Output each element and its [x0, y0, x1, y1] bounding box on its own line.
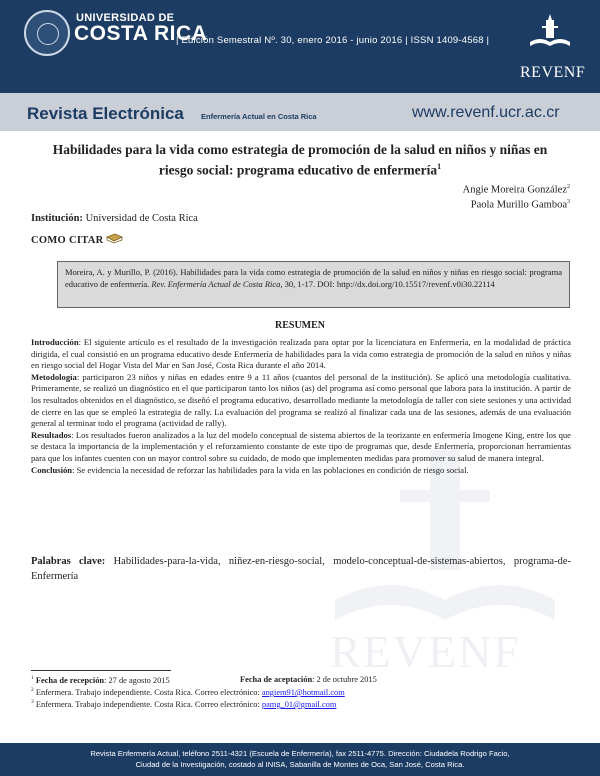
author-1-email-link[interactable]: angiem91@hotmail.com [261, 687, 345, 697]
journal-header [0, 0, 600, 93]
how-to-cite-heading: COMO CITAR [31, 233, 123, 246]
footnote-1: $^1$ Fecha de recepción: 27 de agosto 2015 [31, 675, 170, 685]
university-seal-icon [24, 10, 70, 56]
footnote-divider [31, 670, 171, 671]
footnote-2: $^2$ Enfermera. Trabajo independiente. Costa Rica. Correo electrónico: angiem91@hotmail.com [31, 687, 345, 697]
journal-footer [0, 743, 600, 776]
revenf-logo-text: REVENF [520, 64, 586, 81]
article-title: Habilidades para la vida como estrategia de promoción de la salud en niños y niñas en riesgo social: programa educativo de enfermería$^1$ [52, 142, 548, 178]
journal-subtitle: Enfermería Actual en Costa Rica [201, 112, 317, 121]
journal-url[interactable]: www.revenf.ucr.ac.cr [412, 104, 560, 121]
abstract-introduction: Introducción: El siguiente artículo es el resultado de la investigación realizada para optar por la licenciatura en Enfermería, en la modalidad de práctica dirigida, el cual consistió en un programa educativo desde Enfermería de habilidades para la vida como estrategia de promoción de la salud en niños y niñas en riesgo social del Hogar Vista del Mar en San José, Costa Rica durante el año 2014. [31, 337, 571, 371]
author-2-email-link[interactable]: pamg_01@gmail.com [261, 699, 337, 709]
university-name-line2: COSTA RICA [74, 22, 208, 45]
keywords: Palabras clave: Habilidades-para-la-vida, niñez-en-riesgo-social, modelo-conceptual-de-sistemas-abiertos, programa-de-Enfermería [31, 556, 571, 582]
author-2: Paola Murillo Gamboa$^3$ [470, 199, 570, 211]
footnote-3: $^3$ Enfermera. Trabajo independiente. Costa Rica. Correo electrónico: pamg_01@gmail.com [31, 699, 337, 709]
footer-line-1: Revista Enfermería Actual, teléfono 2511-4321 (Escuela de Enfermería), fax 2511-4775. Dirección: Ciudadela Rodrigo Facio, [90, 749, 510, 758]
abstract-body [31, 337, 571, 476]
title-footnote-ref[interactable]: 1 [437, 162, 442, 171]
abstract-heading: RESUMEN [274, 320, 325, 331]
revenf-logo-icon [528, 12, 572, 52]
author-1: Angie Moreira González$^2$ [462, 184, 570, 196]
university-name-line1: UNIVERSIDAD DE [76, 12, 175, 24]
abstract-methodology: Metodología: participaron 23 niños y niñas en edades entre 9 a 11 años (cuantos del personal de la institución). Se aplicó una metodología cualitativa. Primeramente, se realizó un diagnóstico en el que participaron tanto los niños (as) del programa así como personal que labora para la institución. A partir de los resultados obtenidos en el diagnóstico, se diseñó el programa educativo, desarrollado mediante la metodología de taller con siete sesiones y una actividad de cierre en las que se empleó la estrategia de rally. La evaluación del programa se realizó al finalizar cada una de las sesiones, además de una evaluación general al terminar todo el programa (actividad de rally). [31, 371, 571, 429]
institution: Institución: Universidad de Costa Rica [31, 213, 198, 224]
footnote-acceptance: Fecha de aceptación: 2 de octubre 2015 [240, 675, 377, 684]
watermark-text: REVENF [330, 626, 521, 677]
book-icon [106, 233, 123, 244]
abstract-conclusion: Conclusión: Se evidencia la necesidad de reforzar las habilidades para la vida en las poblaciones en condición de riesgo social. [31, 464, 469, 475]
footer-line-2: Ciudad de la Investigación, costado al INISA, Sabanilla de Montes de Oca, San José, Costa Rica. [135, 760, 465, 769]
abstract-results: Resultados: Los resultados fueron analizados a la luz del modelo conceptual de sistema abiertos de la teorizante en enfermería Imogene King, entre los que se destaca la importancia de la implementación y el reforzamiento constante de este tipo de programas que, desde Enfermería, proporcionan herramientas para que los infantes cuenten con un mayor control sobre su cuidado, de modo que implementen medidas para promover su salud de manera integral. [31, 429, 571, 463]
edition-info: | Edición Semestral Nº. 30, enero 2016 - junio 2016 | ISSN 1409-4568 | [176, 35, 490, 46]
citation-box: Moreira, A. y Murillo, P. (2016). Habilidades para la vida como estrategia de promoción de la salud en niños y niñas en riesgo social: programa educativo de enfermería. Rev. Enfermería Actual de Costa Rica, 30, 1-17. DOI: http://dx.doi.org/10.15517/revenf.v0i30.22114 [57, 261, 570, 308]
journal-title: Revista Electrónica [27, 104, 184, 123]
